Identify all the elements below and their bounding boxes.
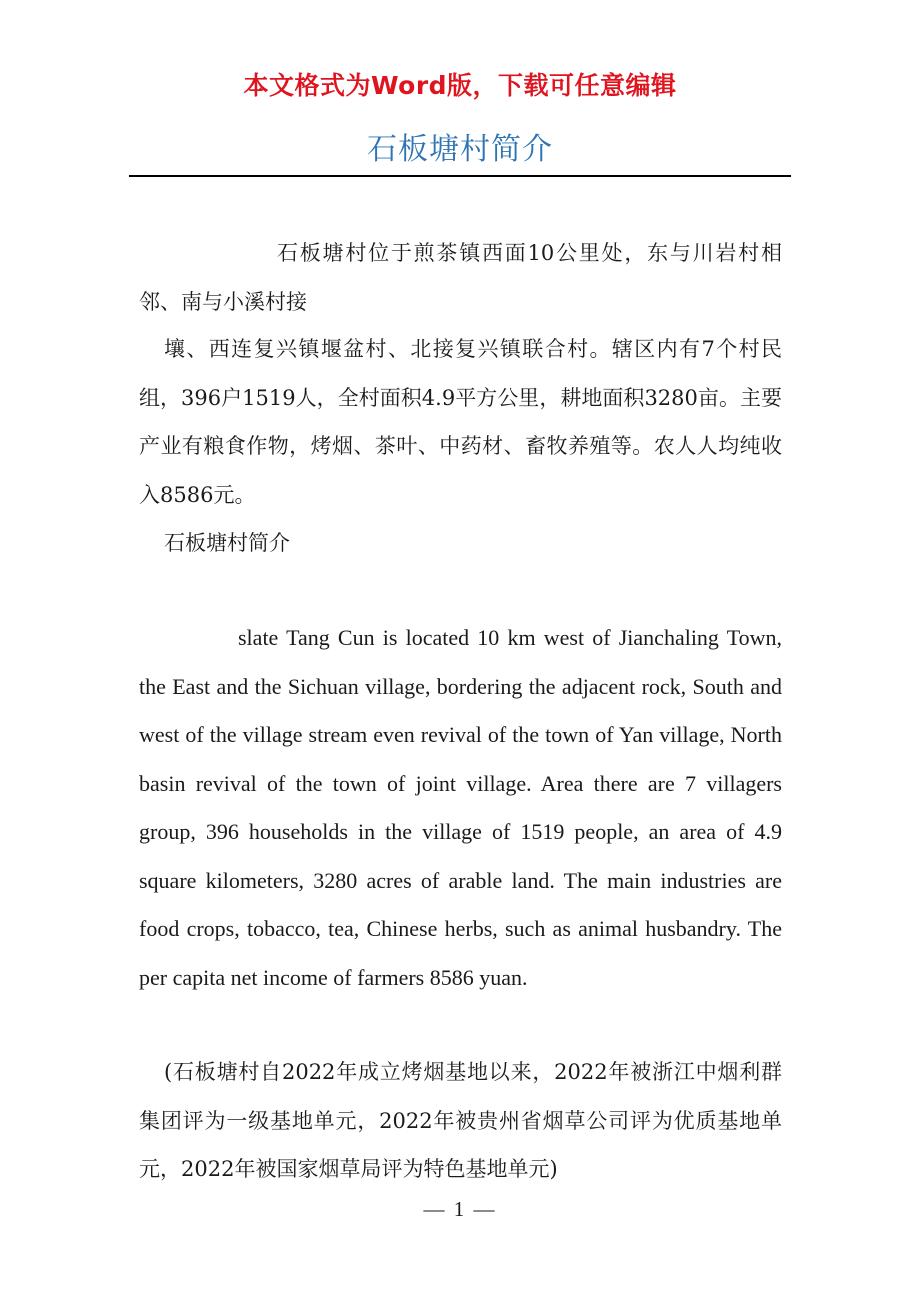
intro-paragraph-line1: 石板塘村位于煎茶镇西面10公里处，东与川岩村相邻、南与小溪村接	[139, 241, 782, 314]
note-paragraph: (石板塘村自2022年成立烤烟基地以来，2022年被浙江中烟利群集团评为一级基地单元，2022年被贵州省烟草公司评为优质基地单元，2022年被国家烟草局评为特色基地单元)	[139, 1060, 782, 1181]
section-subtitle: 石板塘村简介	[164, 531, 290, 555]
english-paragraph: slate Tang Cun is located 10 km west of Jianchaling Town, the East and the Sichuan village, bordering the adjacent rock, South and west of the village stream even revival of the town of Yan village, North basin revival of the town of joint village. Area there are 7 villagers group, 396 households in the village of 1519 people, an area of 4.9 square kilometers, 3280 acres of arable land. The main industries are food crops, tobacco, tea, Chinese herbs, such as animal husbandry. The per capita net income of farmers 8586 yuan.	[139, 625, 782, 990]
page-title: 石板塘村简介	[367, 132, 553, 167]
page-number: — 1 —	[423, 1197, 497, 1221]
intro-paragraph-body: 壤、西连复兴镇堰盆村、北接复兴镇联合村。辖区内有7个村民组，396户1519人，全村面积4.9平方公里，耕地面积3280亩。主要产业有粮食作物，烤烟、茶叶、中药材、畜牧养殖等。农人人均纯收入8586元。	[139, 337, 782, 507]
title-divider	[129, 175, 791, 177]
download-banner: 本文格式为Word版，下载可任意编辑	[243, 71, 677, 100]
